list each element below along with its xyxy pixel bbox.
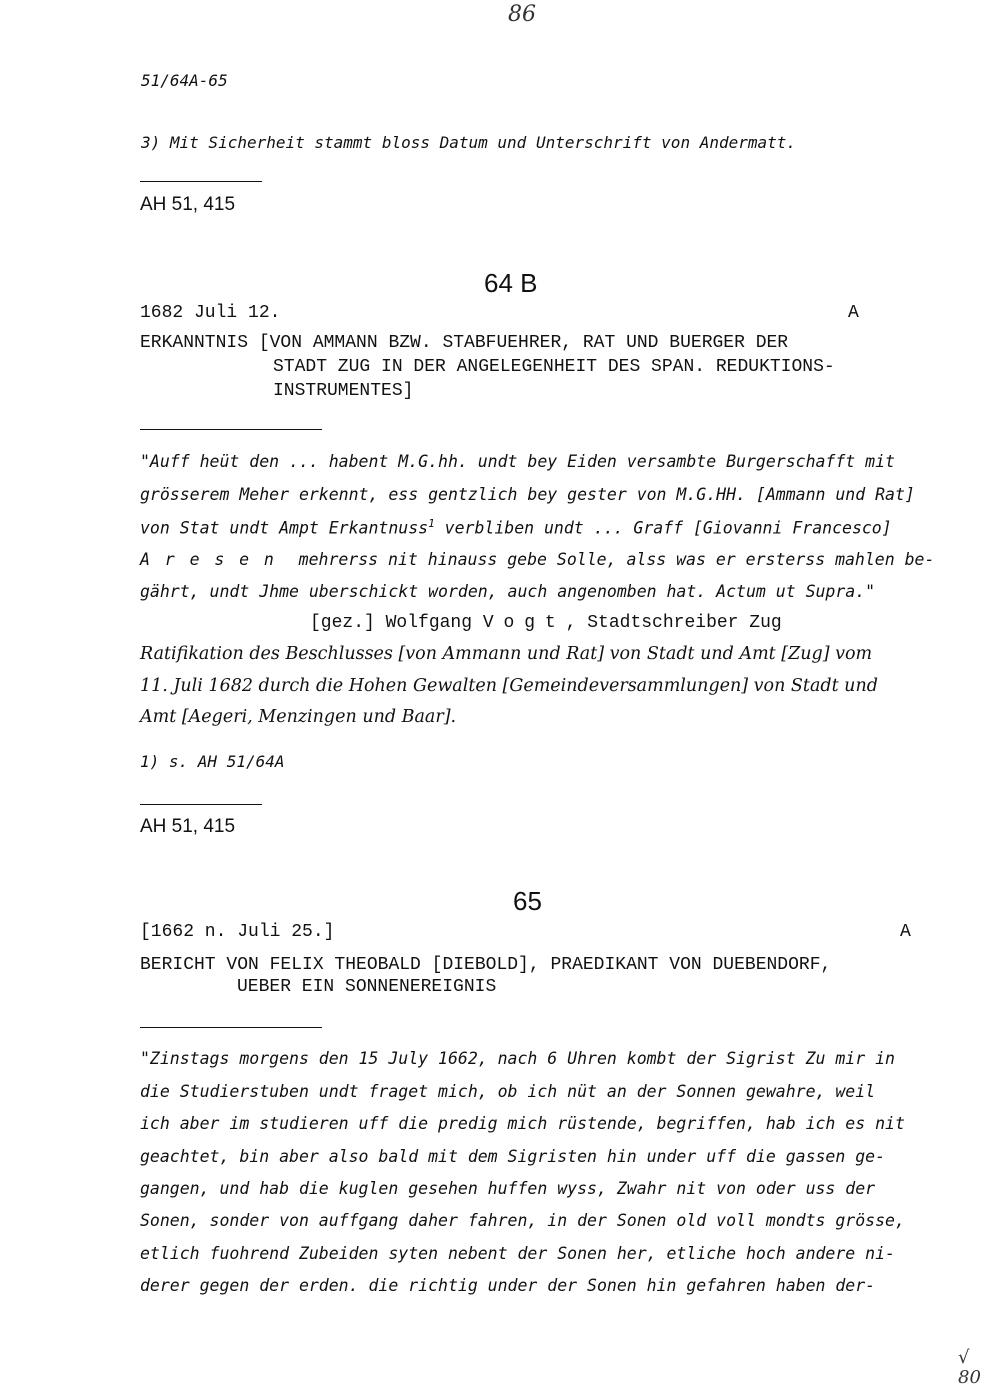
entry-title: STADT ZUG IN DER ANGELEGENHEIT DES SPAN. REDUKTIONS-	[273, 357, 835, 377]
quote-line: grösserem Meher erkennt, ess gentzlich bey gester von M.G.HH. [Ammann und Rat]	[140, 485, 915, 504]
page-number-mark: 86	[508, 2, 536, 27]
quote-line: Sonen, sonder von auffgang daher fahren, in der Sonen old voll mondts grösse,	[140, 1211, 905, 1230]
entry-title: UEBER EIN SONNENEREIGNIS	[237, 977, 497, 997]
quote-line: geachtet, bin aber also bald mit dem Sigristen hin under uff die gassen ge-	[140, 1147, 886, 1166]
entry-letter: A	[900, 922, 911, 942]
quote-line: die Studierstuben undt fraget mich, ob ich nüt an der Sonnen gewahre, weil	[140, 1082, 876, 1101]
entry-date: 1682 Juli 12.	[140, 303, 281, 323]
footnote: 1) s. AH 51/64A	[140, 752, 285, 771]
document-reference: 51/64A-65	[141, 71, 228, 90]
quote-line: ich aber im studieren uff die predig mich rüstende, begriffen, hab ich es nit	[140, 1114, 905, 1133]
entry-date: [1662 n. Juli 25.]	[140, 922, 335, 942]
ratification-line: 11. Juli 1682 durch die Hohen Gewalten [Gemeindeversammlungen] von Stadt und	[140, 676, 878, 696]
archive-reference: AH 51, 415	[140, 194, 236, 215]
signature-name: Vogt	[482, 613, 566, 633]
quote-line: etlich fuohrend Zubeiden syten nebent der Sonen her, etliche hoch andere ni-	[140, 1244, 895, 1263]
quote-line: gangen, und hab die kuglen gesehen huffen wyss, Zwahr nit von oder uss der	[140, 1179, 876, 1198]
spaced-name: Aresen	[140, 550, 289, 569]
entry-number: 64 B	[484, 268, 538, 298]
quote-line	[140, 517, 892, 538]
signature-line	[310, 613, 782, 633]
quote-line: "Zinstags morgens den 15 July 1662, nach 6 Uhren kombt der Sigrist Zu mir in	[140, 1049, 895, 1068]
entry-number: 65	[513, 886, 542, 916]
entry-letter: A	[848, 303, 859, 323]
previous-footnote: 3) Mit Sicherheit stammt bloss Datum und Unterschrift von Andermatt.	[141, 133, 797, 152]
entry-title: ERKANNTNIS [VON AMMANN BZW. STABFUEHRER, RAT UND BUERGER DER	[140, 333, 789, 353]
ratification-line: Ratifikation des Beschlusses [von Ammann und Rat] von Stadt und Amt [Zug] vom	[140, 644, 873, 664]
signature-suffix: , Stadtschreiber Zug	[565, 613, 782, 633]
separator-rule	[140, 429, 322, 430]
quote-text: mehrerss nit hinauss gebe Solle, alss was er ersterss mahlen be-	[288, 550, 935, 569]
footnote-marker: 1	[428, 517, 435, 530]
ratification-line: Amt [Aegeri, Menzingen und Baar].	[140, 707, 457, 727]
entry-title: BERICHT VON FELIX THEOBALD [DIEBOLD], PRAEDIKANT VON DUEBENDORF,	[140, 955, 832, 975]
corner-check-mark: √ 80	[958, 1347, 981, 1388]
quote-line: "Auff heüt den ... habent M.G.hh. undt bey Eiden versambte Burgerschafft mit	[140, 452, 895, 471]
quote-line: derer gegen der erden. die richtig under der Sonen hin gefahren haben der-	[140, 1276, 876, 1295]
archive-reference: AH 51, 415	[140, 816, 236, 837]
quote-text: verbliben undt ... Graff [Giovanni Francesco]	[434, 518, 892, 538]
quote-line: gährt, undt Jhme uberschickt worden, auch angenomben hat. Actum ut Supra."	[140, 582, 876, 601]
quote-text: von Stat undt Ampt Erkantnuss	[140, 518, 429, 538]
separator-rule	[140, 181, 262, 182]
quote-line	[140, 550, 934, 569]
entry-title: INSTRUMENTES]	[273, 381, 414, 401]
separator-rule	[140, 804, 262, 805]
separator-rule	[140, 1027, 322, 1028]
signature-prefix: [gez.] Wolfgang	[310, 613, 483, 633]
